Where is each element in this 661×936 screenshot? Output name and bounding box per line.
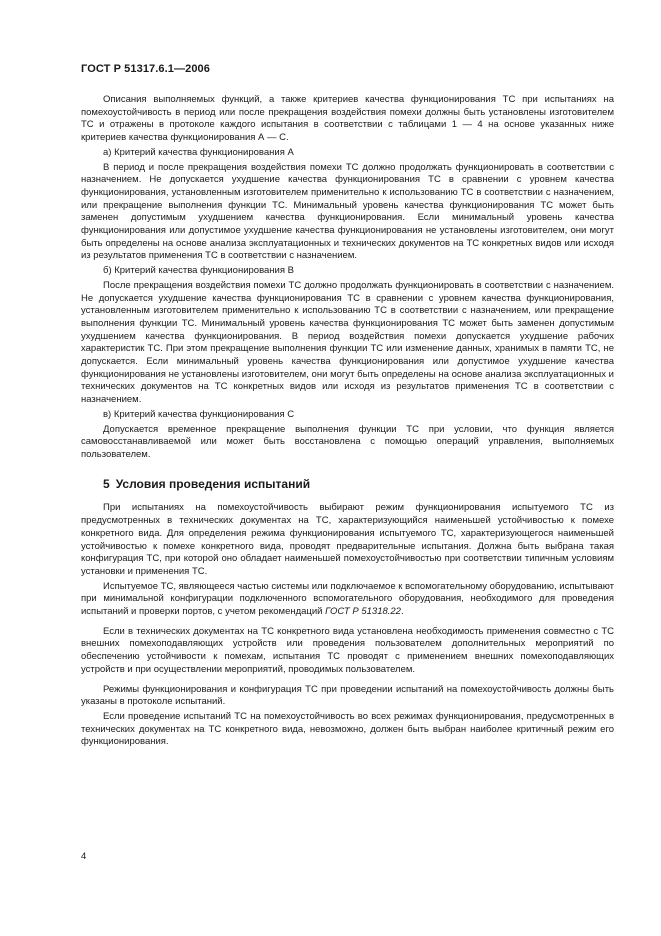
paragraph-intro: Описания выполняемых функций, а также критериев качества функционирования ТС при испытаниях на помехоустойчивость в период или после прекращения воздействия помехи должны быть установлены изготовителем ТС и отражены в протоколе каждого испытания в соответствии с таблицами 1 — 4 на основе указанных ниже критериев качества функционирования А — С. [81,94,614,144]
auxiliary-text: Испытуемое ТС, являющееся частью системы или подключаемое к вспомогательному оборудованию, испытывают при минимальной конфигурации подключенного вспомогательного оборудования, необходимого для проведения испытаний и проверки портов, с учетом рекомендаций [81,580,614,618]
reference-tail: . [400,606,404,618]
page-number: 4 [81,851,87,862]
paragraph-suppression-devices: Если в технических документах на ТС конкретного вида установлена необходимость применения совместно с ТС внешних помехоподавляющих устройств или проведения пользователем дополнительных мероприятий по обеспечению устойчивости к помехам, испытания ТС проводят с применением внешних помехоподавляющих устройств и при осуществлении мероприятий, проводимых пользователем. [81,625,614,675]
paragraph-test-mode: При испытаниях на помехоустойчивость выбирают режим функционирования испытуемого ТС из предусмотренных в технических документах на ТС, характеризующийся наименьшей устойчивостью к помехе конкретного вида. Для определения режима функционирования испытуемого ТС, характеризующегося наименьшей устойчивостью к помехе конкретного вида, проводят предварительные испытания. Должна быть выбрана такая конфигурация ТС, при которой оно обладает наименьшей помехоустойчивостью при соответствии типичным условиям установки и применения ТС. [81,502,614,577]
paragraph-modes-in-report: Режимы функционирования и конфигурация ТС при проведении испытаний на помехоустойчивость должны быть указаны в протоколе испытаний. [81,683,614,708]
section-number: 5 [103,476,110,491]
criterion-c-heading: в) Критерий качества функционирования С [103,408,295,420]
criterion-b-text: После прекращения воздействия помехи ТС должно продолжать функционировать в соответствии с назначением. Не допускается ухудшение качества функционирования ТС в сравнении с уровнем качества функционирования, установленным изготовителем применительно к использованию ТС в соответствии с назначением, или прекращение выполнения функции ТС. Минимальный уровень качества функционирования ТС может быть заменен допустимым ухудшением качества функционирования. В период воздействия помехи допускается ухудшение рабочих характеристик ТС. При этом прекращение выполнения функции ТС или изменение данных, хранимых в памяти ТС, не допускается. Если минимальный уровень качества функционирования или допустимое ухудшение качества функционирования не установлены изготовителем, они могут быть определены на основе анализа эксплуатационных и технических документов на ТС конкретных видов или исходя из результатов применения ТС в соответствии с назначением. [81,279,614,406]
criterion-a-heading: а) Критерий качества функционирования А [103,146,294,158]
paragraph-critical-mode: Если проведение испытаний ТС на помехоустойчивость во всех режимах функционирования, предусмотренных в технических документах на ТС конкретного вида, невозможно, должен быть выбран наиболее критичный режим его функционирования. [81,710,614,748]
criterion-a-text: В период и после прекращения воздействия помехи ТС должно продолжать функционировать в соответствии с назначением. Не допускается ухудшение качества функционирования ТС в сравнении с уровнем качества функционирования, установленным изготовителем применительно к использованию ТС в соответствии с назначением, или прекращение выполнения функции ТС. Минимальный уровень качества функционирования ТС может быть заменен допустимым ухудшением качества функционирования. Если минимальный уровень качества функционирования или допустимое ухудшение качества функционирования не установлены изготовителем, они могут быть определены на основе анализа эксплуатационных и технических документов на ТС конкретных видов или исходя из результатов применения ТС в соответствии с назначением. [81,161,614,262]
document-body [81,94,614,751]
section-heading [103,478,614,491]
standard-reference: ГОСТ Р 51318.22 [325,606,401,618]
section-title: Условия проведения испытаний [115,476,311,491]
paragraph-auxiliary-equipment [81,581,614,619]
document-code-header: ГОСТ Р 51317.6.1—2006 [81,63,210,75]
criterion-b-heading: б) Критерий качества функционирования В [103,265,294,277]
criterion-c-text: Допускается временное прекращение выполнения функции ТС при условии, что функция является самовосстанавливаемой или может быть восстановлена с помощью операций управления, выполняемых пользователем. [81,423,614,460]
